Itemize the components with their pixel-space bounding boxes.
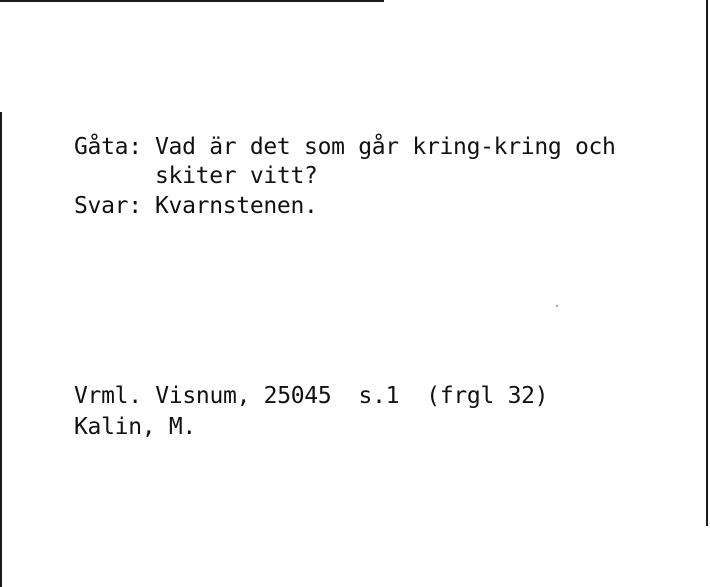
question-label: Gåta: — [74, 134, 142, 160]
card-left-edge — [0, 112, 2, 587]
riddle-question-line-2 — [155, 161, 318, 191]
question-text-1: Vad är det som går kring-kring och — [155, 134, 616, 160]
record-source-line — [74, 381, 548, 411]
riddle-question-line-1 — [74, 132, 616, 162]
card-top-edge — [0, 0, 384, 2]
record-collector: Kalin, M. — [74, 414, 196, 440]
answer-text: Kvarnstenen. — [155, 193, 318, 219]
record-location: Vrml. Visnum, 25045 — [74, 383, 332, 409]
riddle-answer-line — [74, 191, 318, 221]
card-right-edge — [706, 0, 708, 526]
record-page: s.1 — [358, 383, 400, 409]
record-collector-line — [74, 412, 196, 442]
answer-label: Svar: — [74, 193, 142, 219]
record-ref: (frgl 32) — [426, 383, 549, 409]
paper-speck — [556, 305, 558, 307]
question-text-2: skiter vitt? — [155, 163, 318, 189]
